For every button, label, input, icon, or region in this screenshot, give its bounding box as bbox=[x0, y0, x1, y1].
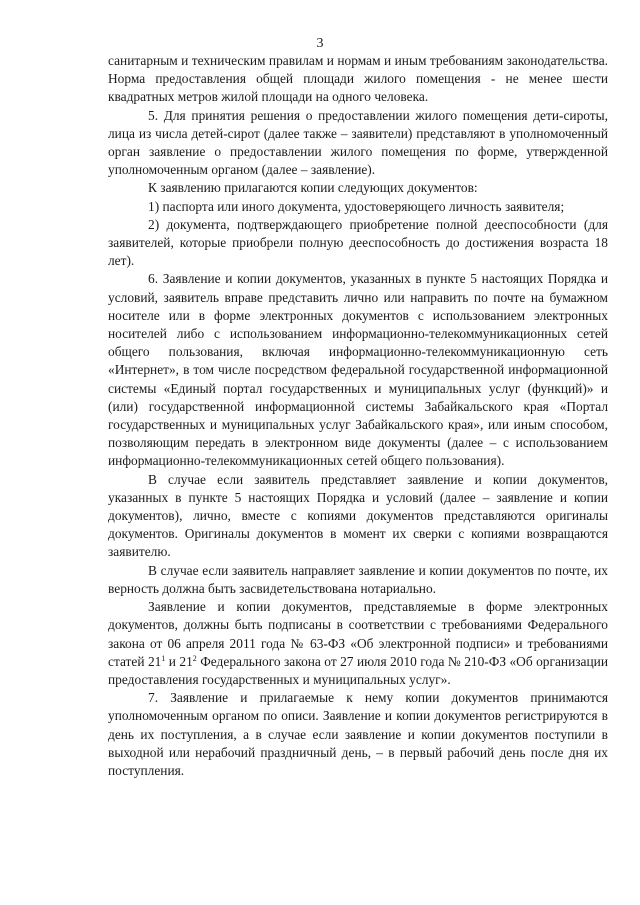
document-body bbox=[108, 52, 608, 780]
paragraph-attachment-2: 2) документа, подтверждающего приобретение полной дееспособности (для заявителей, которые приобрели полную дееспособность до достижения возраста 18 лет). bbox=[108, 216, 608, 269]
page-number: 3 bbox=[316, 36, 324, 51]
superscript-1: 1 bbox=[161, 653, 166, 663]
superscript-2: 2 bbox=[192, 653, 197, 663]
esign-text-part3: Федерального закона от 27 июля 2010 года № 210-ФЗ «Об организации предоставления государственных и муниципальных услуг». bbox=[108, 653, 608, 687]
paragraph-electronic-signature bbox=[108, 598, 608, 689]
paragraph-item-7: 7. Заявление и прилагаемые к нему копии документов принимаются уполномоченным органом по описи. Заявление и копии документов регистрируются в день их поступления, а в случае если заявление и копии документов поступили в выходной или нерабочий праздничный день, – в первый рабочий день после дня их поступления. bbox=[108, 690, 608, 778]
paragraph-continued: санитарным и техническим правилам и нормам и иным требованиям законодательства. Норма предоставления общей площади жилого помещения - не менее шести квадратных метров жилой площади на одного человека. bbox=[108, 53, 608, 105]
esign-text-part2: и 21 bbox=[165, 653, 193, 669]
paragraph-postal-submission: В случае если заявитель направляет заявление и копии документов по почте, их верность должна быть засвидетельствована нотариально. bbox=[108, 562, 608, 596]
paragraph-attachments-intro: К заявлению прилагаются копии следующих документов: bbox=[148, 180, 478, 196]
paragraph-attachment-1: 1) паспорта или иного документа, удостоверяющего личность заявителя; bbox=[148, 198, 565, 214]
paragraph-item-6: 6. Заявление и копии документов, указанных в пункте 5 настоящих Порядка и условий, заявитель вправе представить лично или направить по почте на бумажном носителе или в форме электронных документов с использованием электронных носителей либо с использованием информационно-телекоммуникационных сетей общего пользования, включая информационно-телекоммуникационную сеть «Интернет», в том числе посредством федеральной государственной информационной системы «Единый портал государственных и муниципальных услуг (функций)» и (или) государственной информационной системы Забайкальского края «Портал государственных и муниципальных услуг Забайкальского края», или иным способом, позволяющим передать в электронном виде документы (далее – с использованием информационно-телекоммуникационных сетей общего пользования). bbox=[108, 271, 608, 469]
paragraph-personal-submission: В случае если заявитель представляет заявление и копии документов, указанных в пункте 5 настоящих Порядка и условий (далее – заявление и копии документов), лично, вместе с копиями документов представляются оригиналы документов. Оригиналы документов в момент их сверки с копиями возвращаются заявителю. bbox=[108, 471, 608, 560]
paragraph-item-5: 5. Для принятия решения о предоставлении жилого помещения дети-сироты, лица из числа детей-сирот (далее также – заявители) представляют в уполномоченный орган заявление о предоставлении жилого помещения по форме, утвержденной уполномоченным органом (далее – заявление). bbox=[108, 107, 608, 178]
esign-text-part1: Заявление и копии документов, представляемые в форме электронных документов, должны быть подписаны в соответствии с требованиями Федерального закона от 06 апреля 2011 года № 63-ФЗ «Об электронной подписи» и требованиями статей 21 bbox=[108, 599, 608, 669]
